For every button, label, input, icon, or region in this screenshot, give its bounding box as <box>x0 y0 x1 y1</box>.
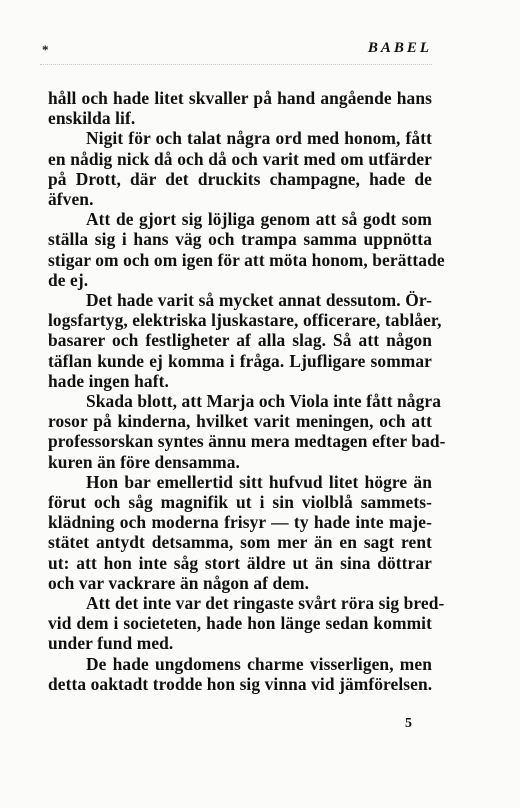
paragraph <box>48 593 445 654</box>
text-line: De hade ungdomens charme visserligen, men <box>86 653 432 674</box>
body-text <box>48 88 446 694</box>
text-line: äfven. <box>48 189 94 210</box>
paragraph <box>48 290 442 391</box>
text-line: klädning och moderna frisyr — ty hade inte maje- <box>48 512 432 533</box>
paragraph <box>48 391 446 472</box>
text-line: enskilda lif. <box>48 108 136 129</box>
text-line: Nigit för och talat några ord med honom, fått <box>86 128 432 149</box>
paragraph <box>48 128 432 209</box>
text-line: Att de gjort sig löjliga genom att så godt som <box>86 209 432 230</box>
text-line: basarer och festligheter af alla slag. Så att någon <box>48 330 432 351</box>
text-line: och var vackrare än någon af dem. <box>48 572 310 593</box>
paragraph <box>48 472 432 593</box>
text-line: under fund med. <box>48 633 174 654</box>
text-line: de ej. <box>48 269 89 290</box>
text-line: logsfartyg, elektriska ljuskastare, officerare, tablåer, <box>48 310 442 331</box>
header-rule <box>40 64 432 65</box>
page-number: 5 <box>405 716 412 731</box>
text-line: vid dem i societeten, hade hon länge sedan kommit <box>48 613 432 634</box>
text-line: Det hade varit så mycket annat dessutom. Ör- <box>86 290 432 311</box>
paragraph <box>48 654 432 694</box>
text-line: förut och såg magnifik ut i sin violblå sammets- <box>48 492 432 513</box>
text-line: stigar om och om igen för att möta honom, berättade <box>48 249 445 270</box>
text-line: kuren än före densamma. <box>48 451 240 472</box>
running-header <box>36 40 432 64</box>
text-line: detta oaktadt trodde hon sig vinna vid jämförelsen. <box>48 673 433 694</box>
text-line: rosor på kinderna, hvilket varit meningen, och att <box>48 411 432 432</box>
text-line: Hon bar emellertid sitt hufvud litet högre än <box>86 471 432 492</box>
text-line: täflan kunde ej komma i fråga. Ljufligare sommar <box>48 350 432 371</box>
text-line: Skada blott, att Marja och Viola inte fått några <box>86 391 442 412</box>
header-mark: * <box>42 42 49 57</box>
text-line: Att det inte var det ringaste svårt röra sig bred- <box>86 593 445 614</box>
text-line: på Drott, där det druckits champagne, hade de <box>48 168 432 189</box>
paragraph <box>48 88 432 128</box>
paragraph <box>48 209 445 290</box>
text-line: hade ingen haft. <box>48 370 169 391</box>
text-line: håll och hade litet skvaller på hand angående hans <box>48 88 432 108</box>
text-line: ut: att hon inte såg stort äldre ut än sina döttrar <box>48 552 432 573</box>
text-line: stätet antydt detsamma, som mer än en sagt rent <box>48 532 432 553</box>
text-line: ställa sig i hans väg och trampa samma uppnötta <box>48 229 432 250</box>
text-line: professorskan syntes ännu mera medtagen efter bad- <box>48 431 446 452</box>
text-line: en nådig nick då och då och varit med om utfärder <box>48 148 432 169</box>
running-title: BABEL <box>367 40 432 56</box>
